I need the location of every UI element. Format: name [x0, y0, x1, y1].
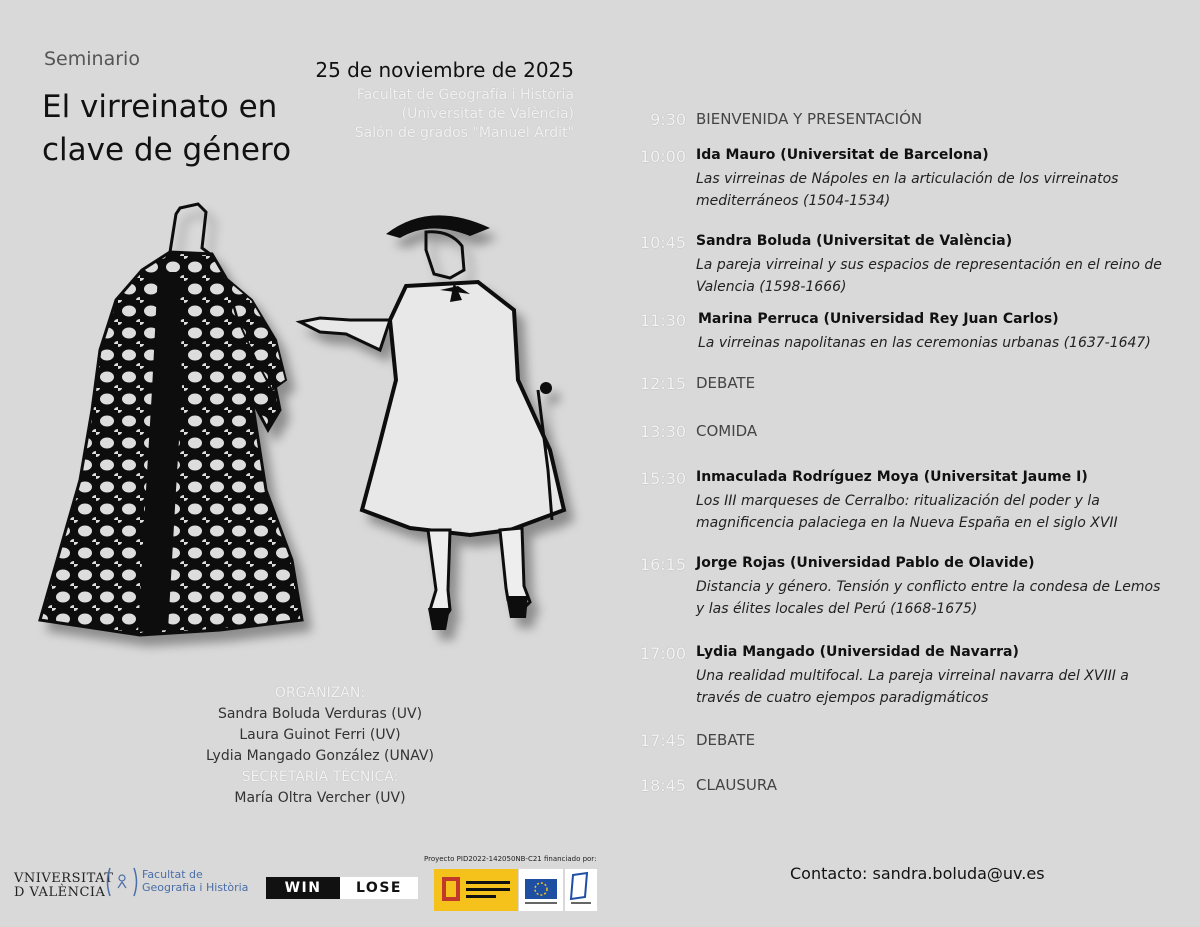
talk-title-line: través de cuatro ejempos paradigmáticos [696, 690, 989, 706]
title-line-2: clave de género [42, 132, 292, 168]
talk-title-line: Los III marqueses de Cerralbo: ritualización del poder y la [696, 493, 1100, 509]
talk-title-line: y las élites locales del Perú (1668-1675) [696, 601, 978, 617]
program-time: 10:00 [639, 147, 686, 166]
universitat-valencia-logo [14, 872, 113, 900]
program-label: CLAUSURA [696, 776, 777, 794]
organizers-heading: ORGANIZAN: [274, 685, 366, 701]
ministry-logo [434, 869, 518, 911]
eu-logo [519, 869, 563, 911]
venue-line-2: (Universitat de València) [401, 106, 574, 122]
gentleman-figure [300, 215, 564, 630]
talk-title [696, 254, 1166, 298]
faculty-logo-line: Geografia i Història [142, 881, 249, 894]
aei-logo [565, 869, 597, 911]
talk-title-line: Distancia y género. Tensión y conflicto entre la condesa de Lemos [696, 579, 1161, 595]
win-lose-logo [266, 877, 418, 899]
speaker-name: Lydia Mangado (Universidad de Navarra) [696, 644, 1019, 660]
secretary-heading: SECRETARÍA TÉCNICA: [241, 769, 399, 785]
program-time: 9:30 [650, 110, 686, 129]
seminar-label: Seminario [44, 48, 140, 70]
program-time: 16:15 [639, 555, 686, 574]
program-time: 18:45 [639, 776, 686, 795]
program-time: 13:30 [639, 422, 686, 441]
speaker-name: Ida Mauro (Universitat de Barcelona) [696, 147, 989, 163]
faculty-emblem-icon [104, 866, 140, 898]
organizer-name: Sandra Boluda Verduras (UV) [217, 706, 423, 722]
talk-title-line: Las virreinas de Nápoles en la articulación de los virreinatos [696, 171, 1119, 187]
spain-coat-of-arms-icon [434, 869, 518, 911]
speaker-name: Inmaculada Rodríguez Moya (Universitat Jaume I) [696, 469, 1088, 485]
program-time: 17:00 [639, 644, 686, 663]
talk-title-line: Una realidad multifocal. La pareja virreinal navarra del XVIII a [696, 668, 1129, 684]
program-label: DEBATE [696, 731, 756, 749]
uv-logo-line: D VALÈNCIA [14, 885, 106, 900]
program-schedule [600, 0, 1200, 927]
talk-title [696, 576, 1166, 620]
talk-title [696, 665, 1166, 709]
organizers-block [170, 683, 470, 809]
talk-title-line: Valencia (1598-1666) [696, 279, 847, 295]
contact-email: Contacto: sandra.boluda@uv.es [790, 864, 1045, 883]
talk-title [696, 168, 1166, 212]
program-label: DEBATE [696, 374, 756, 392]
talk-title [696, 490, 1166, 534]
title-line-1: El virreinato en [42, 89, 278, 125]
venue-line-3: Salón de grados "Manuel Ardit" [354, 125, 574, 141]
program-time: 17:45 [639, 731, 686, 750]
talk-title-line: mediterráneos (1504-1534) [696, 193, 891, 209]
program-label: BIENVENIDA Y PRESENTACIÓN [696, 110, 923, 128]
project-funding-text: Proyecto PID2022-142050NB-C21 financiado por: [424, 855, 597, 863]
program-time: 15:30 [639, 469, 686, 488]
secretary-name: María Oltra Vercher (UV) [234, 790, 406, 806]
speaker-name: Sandra Boluda (Universitat de València) [696, 233, 1013, 249]
talk-title-line: La pareja virreinal y sus espacios de representación en el reino de [696, 257, 1162, 273]
talk-title-line: magnificencia palaciega en la Nueva España en el siglo XVII [696, 515, 1118, 531]
organizer-name: Lydia Mangado González (UNAV) [206, 748, 434, 764]
uv-logo-line: VNIVERSITAT [14, 871, 114, 886]
speaker-name: Jorge Rojas (Universidad Pablo de Olavide) [696, 555, 1035, 571]
event-venue [250, 86, 574, 143]
organizer-name: Laura Guinot Ferri (UV) [239, 727, 401, 743]
faculty-logo-text [142, 868, 248, 894]
lose-label: LOSE [340, 877, 418, 899]
talk-title [698, 332, 1168, 354]
speaker-name: Marina Perruca (Universidad Rey Juan Carlos) [698, 311, 1059, 327]
talk-title-line: La virreinas napolitanas en las ceremonias urbanas (1637-1647) [698, 335, 1151, 351]
aei-emblem-icon [565, 869, 597, 911]
program-time: 11:30 [639, 311, 686, 330]
program-time: 10:45 [639, 233, 686, 252]
venue-line-1: Facultat de Geografía i Història [356, 87, 574, 103]
program-time: 12:15 [639, 374, 686, 393]
lady-figure [40, 204, 302, 635]
program-label: COMIDA [696, 422, 758, 440]
eu-flag-icon [519, 869, 563, 911]
win-label: WIN [266, 877, 340, 899]
faculty-logo-line: Facultat de [142, 868, 203, 881]
viceregal-couple-illustration [30, 190, 590, 660]
event-date: 25 de noviembre de 2025 [315, 58, 574, 82]
